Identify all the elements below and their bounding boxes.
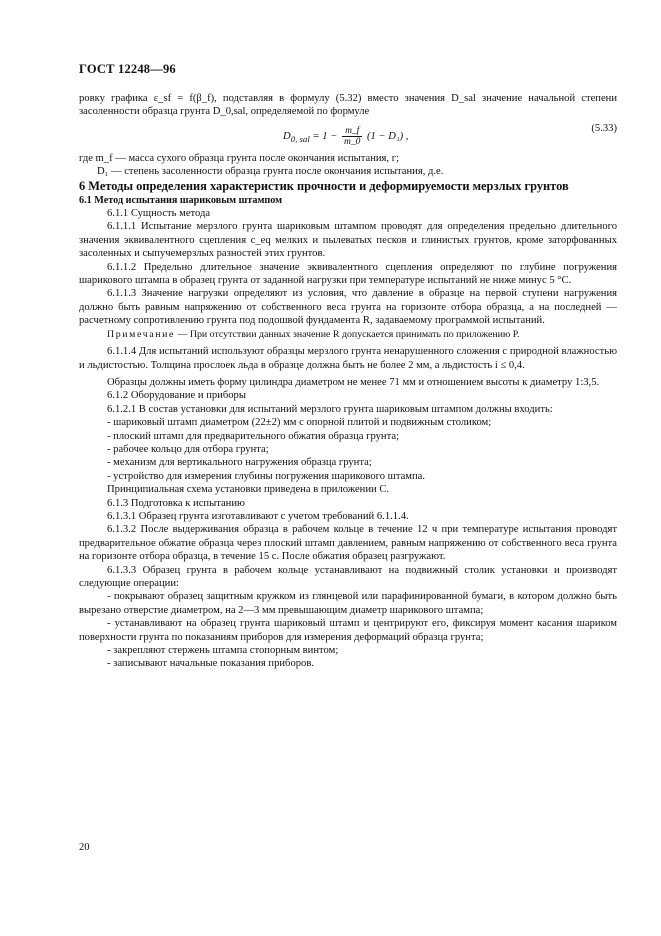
formula-expression (283, 126, 408, 147)
paragraph-6-1-1-3: 6.1.1.3 Значение нагрузки определяют из условия, что давление в образце на первой ступени нагружения должно быть равным напряжению от собственного веса грунта на горизонте отбора образца, а на последней — расчетному сопротивлению грунта под подошвой фундамента R, задаваемому программой испытаний. (79, 288, 617, 327)
formula-numerator: m_f (342, 126, 362, 137)
paragraph-6-1-2-1: 6.1.2.1 В состав установки для испытаний мерзлого грунта шариковым штампом должны входить: (107, 403, 553, 415)
where-line-1: где m_f — масса сухого образца грунта после окончания испытания, г; (79, 152, 400, 164)
list-item: - рабочее кольцо для отбора грунта; (107, 443, 269, 455)
paragraph-6-1-1-1: 6.1.1.1 Испытание мерзлого грунта шариковым штампом проводят для определения предельно длительного значения эквивалентного сцепления c_eq мелких и пылеватых песков и глинистых грунтов, кроме заторфованных засоленных и сыпучемерзлых разностей этих грунтов. (79, 221, 617, 260)
note-text: — При отсутствии данных значение R допускается принимать по приложению Р. (175, 328, 520, 340)
formula-lhs-subscript: 0, sal (290, 133, 310, 144)
paragraph-sample-shape: Образцы должны иметь форму цилиндра диаметром не менее 71 мм и отношением высоты к диаметру 1:3,5. (107, 376, 600, 388)
formula-number: (5.33) (591, 122, 617, 134)
list-item: - закрепляют стержень штампа стопорным винтом; (107, 645, 339, 657)
list-item: - записывают начальные показания приборов. (107, 658, 314, 670)
paragraph-scheme: Принципиальная схема установки приведена в приложении С. (107, 484, 390, 496)
page-content (79, 92, 617, 671)
paragraph-6-1-1-2: 6.1.1.2 Предельно длительное значение эквивалентного сцепления определяют по глубине погружения шарикового штампа в образец грунта от заданной нагрузки при температуре испытаний не ниже минус 5 °С. (79, 261, 617, 287)
paragraph-6-1-3: 6.1.3 Подготовка к испытанию (107, 497, 245, 509)
formula-rhs: (1 − D₁) , (364, 130, 409, 142)
formula-lhs: D (283, 130, 291, 142)
formula-5-33 (79, 122, 617, 152)
paragraph-6-1-3-1: 6.1.3.1 Образец грунта изготавливают с учетом требований 6.1.1.4. (107, 510, 409, 522)
formula-fraction (342, 126, 362, 147)
paragraph-6-1-3-3: 6.1.3.3 Образец грунта в рабочем кольце устанавливают на подвижный столик установки и производят следующие операции: (79, 564, 617, 589)
formula-equals: = 1 − (309, 130, 340, 142)
where-line-2: D₁ — степень засоленности образца грунта после окончания испытания, д.е. (97, 166, 444, 178)
list-item: - плоский штамп для предварительного обжатия образца грунта; (107, 430, 400, 442)
list-item: - устанавливают на образец грунта шариковый штамп и центрируют его, фиксируя момент касания шариком поверхности грунта по показаниям приборов для измерения деформаций образца грунта; (79, 618, 617, 643)
list-item: - механизм для вертикального нагружения образца грунта; (107, 457, 372, 469)
paragraph-6-1-1-4: 6.1.1.4 Для испытаний используют образцы мерзлого грунта ненарушенного сложения с природной влажностью и льдистостью. Толщина прослоек льда в образце должна быть не более 2 мм, а льдистость i ≤ 0,4. (79, 346, 617, 371)
list-item: - покрывают образец защитным кружком из глянцевой или парафинированной бумаги, в котором должно быть вырезано отверстие диаметром, на 2—3 мм превышающим диаметр шарикового штампа; (79, 591, 617, 616)
paragraph-6-1-2: 6.1.2 Оборудование и приборы (107, 390, 246, 402)
intro-paragraph: ровку графика ε_sf = f(β_f), подставляя в формулу (5.32) вместо значения D_sal значение начальной степени засоленности образца грунта D_0,sal, определяемой по формуле (79, 93, 617, 118)
paragraph-6-1-1: 6.1.1 Сущность метода (107, 208, 211, 220)
list-item: - шариковый штамп диаметром (22±2) мм с опорной плитой и подвижным столиком; (107, 417, 492, 429)
section-6-title: 6 Методы определения характеристик прочности и деформируемости мерзлых грунтов (79, 178, 569, 193)
document-header: ГОСТ 12248—96 (79, 62, 176, 76)
note-label: Примечание (107, 328, 176, 340)
note (79, 328, 617, 341)
page-number: 20 (79, 842, 90, 853)
subsection-6-1-title: 6.1 Метод испытания шариковым штампом (79, 194, 283, 206)
formula-denominator: m_0 (344, 136, 361, 147)
paragraph-6-1-3-2: 6.1.3.2 После выдерживания образца в рабочем кольце в течение 12 ч при температуре испытания проводят предварительное обжатие образца через плоский штамп давлением, равным напряжению от собственного веса грунта на горизонте отбора образца, в течение 15 с. После обжатия образец разгружают. (79, 524, 617, 563)
list-item: - устройство для измерения глубины погружения шарикового штампа. (107, 470, 426, 482)
